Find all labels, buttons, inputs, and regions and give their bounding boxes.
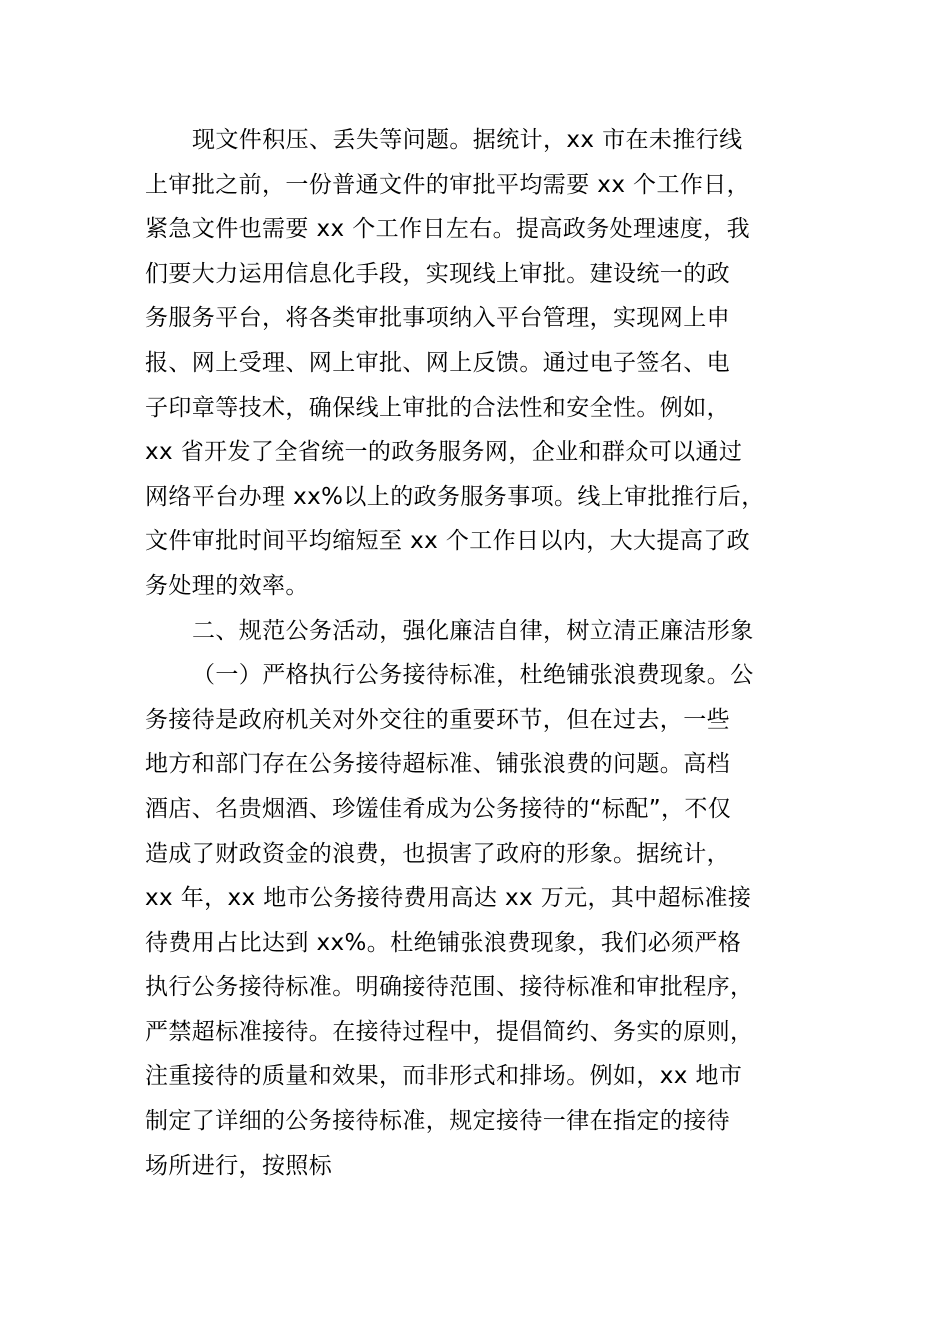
text-line: 紧急文件也需要 xx 个工作日左右。提高政务处理速度，我 xyxy=(145,216,751,243)
document-body xyxy=(145,118,810,1188)
text-line: 上审批之前，一份普通文件的审批平均需要 xx 个工作日， xyxy=(145,171,751,198)
text-line: 务处理的效率。 xyxy=(145,572,309,599)
text-line: xx 年，xx 地市公务接待费用高达 xx 万元，其中超标准接 xyxy=(145,885,752,912)
section-heading xyxy=(145,609,810,654)
text-line: 网络平台办理 xx%以上的政务服务事项。线上审批推行后， xyxy=(145,483,765,510)
text-line: 们要大力运用信息化手段，实现线上审批。建设统一的政 xyxy=(145,260,730,287)
text-line: （一）严格执行公务接待标准，杜绝铺张浪费现象。公 xyxy=(192,662,754,689)
text-line: 报、网上受理、网上审批、网上反馈。通过电子签名、电 xyxy=(145,349,730,376)
text-line: 待费用占比达到 xx%。杜绝铺张浪费现象，我们必须严格 xyxy=(145,929,742,956)
text-line: 严禁超标准接待。在接待过程中，提倡简约、务实的原则， xyxy=(145,1018,754,1045)
text-line: 酒店、名贵烟酒、珍馐佳肴成为公务接待的“标配”，不仅 xyxy=(145,795,732,822)
text-line: 务服务平台，将各类审批事项纳入平台管理，实现网上申 xyxy=(145,305,730,332)
text-line: 务接待是政府机关对外交往的重要环节，但在过去，一些 xyxy=(145,706,730,733)
text-line: 场所进行，按照标 xyxy=(145,1152,333,1179)
text-line: 执行公务接待标准。明确接待范围、接待标准和审批程序， xyxy=(145,974,754,1001)
text-line: 现文件积压、丢失等问题。据统计，xx 市在未推行线 xyxy=(192,127,743,153)
paragraph-subsection xyxy=(145,653,810,1188)
paragraph-body-text xyxy=(145,118,810,609)
text-line: 注重接待的质量和效果，而非形式和排场。例如，xx 地市 xyxy=(145,1063,743,1090)
text-line: 子印章等技术，确保线上审批的合法性和安全性。例如， xyxy=(145,394,730,421)
text-line: 制定了详细的公务接待标准，规定接待一律在指定的接待 xyxy=(145,1108,730,1135)
text-line: 二、规范公务活动，强化廉洁自律，树立清正廉洁形象 xyxy=(192,617,754,644)
text-line: xx 省开发了全省统一的政务服务网，企业和群众可以通过 xyxy=(145,439,743,466)
text-line: 文件审批时间平均缩短至 xx 个工作日以内，大大提高了政 xyxy=(145,528,751,555)
text-line: 造成了财政资金的浪费，也损害了政府的形象。据统计， xyxy=(145,840,730,867)
text-line: 地方和部门存在公务接待超标准、铺张浪费的问题。高档 xyxy=(145,751,730,778)
